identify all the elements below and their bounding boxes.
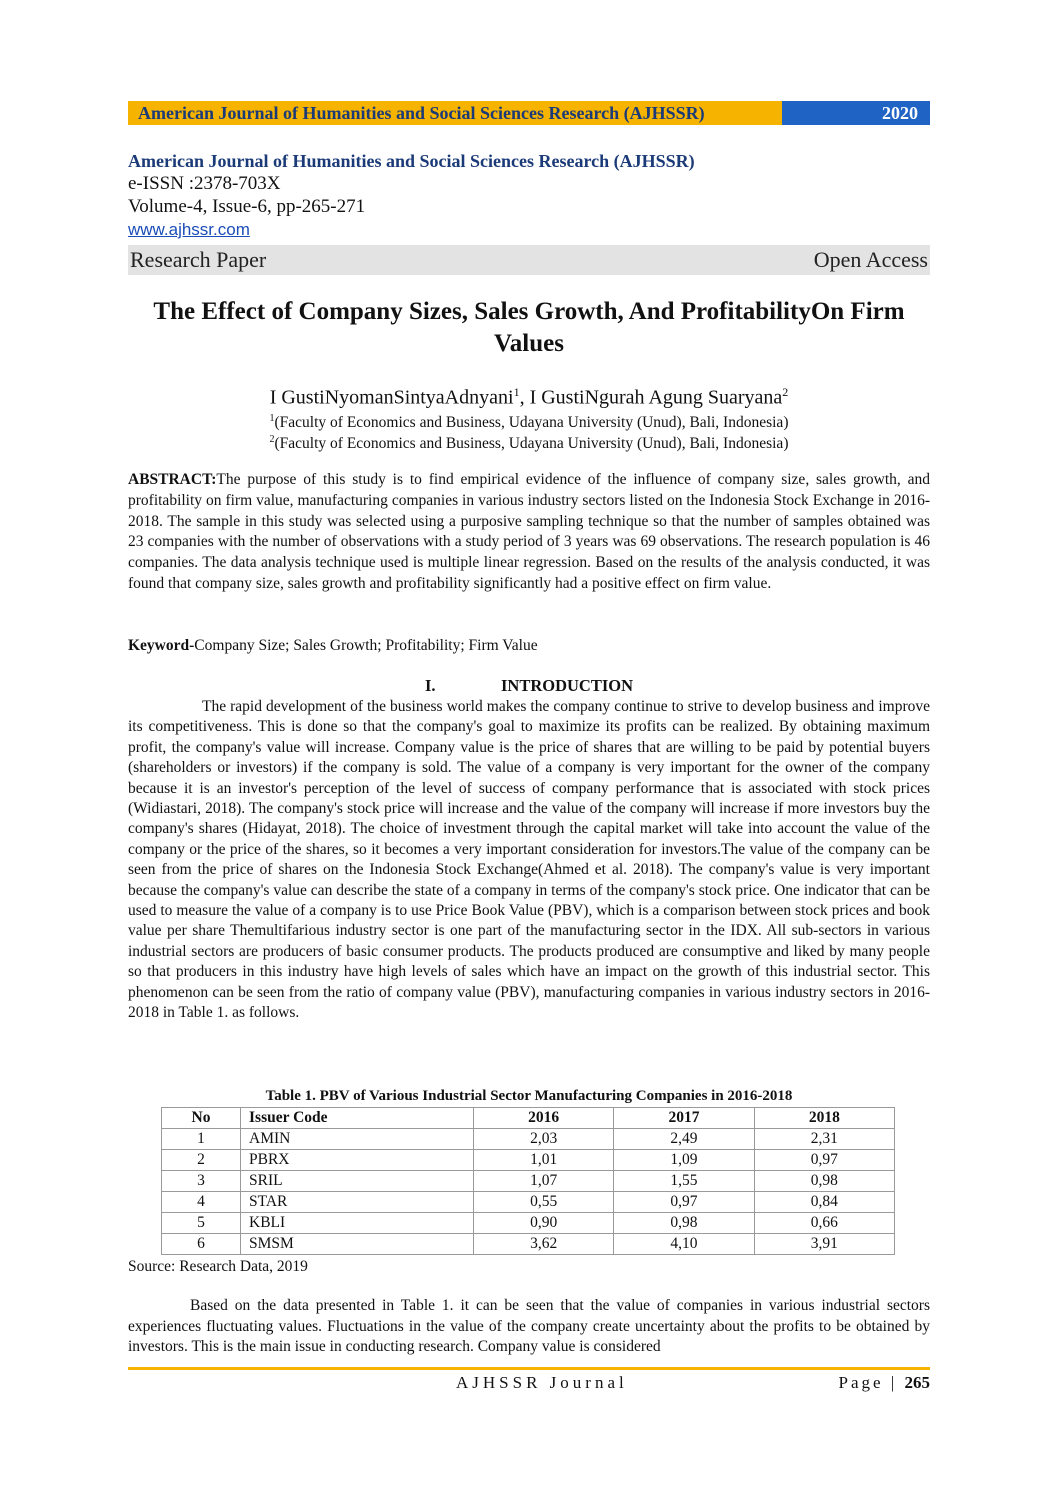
- issn: e-ISSN :2378-703X: [128, 173, 281, 194]
- table-cell: 6: [162, 1234, 241, 1255]
- table-cell: KBLI: [241, 1213, 474, 1234]
- intro-paragraph: The rapid development of the business world makes the company continue to strive to develop business and improve its competitiveness. This is done so that the company's goal to maximize its profits can be realized. By obtaining maximum profit, the company's value will increase. Company value is the price of shares that are willing to be paid by potential buyers (shareholders or investors) if the company is sold. The value of a company is very important for the owner of the company because it is an investor's perception of the level of success of company performance that is associated with stock prices (Widiastari, 2018). The company's stock price will increase and the value of the company will increase if more investors buy the company's shares (Hidayat, 2018). The choice of investment through the capital market will take into account the value of the company or the price of the shares, so it becomes a very important consideration for investors.The value of the company can be seen from the price of shares on the Indonesia Stock Exchange(Ahmed et al. 2018). The company's value is very important because the company's value can describe the state of a company in terms of the company's stock price. One indicator that can be used to measure the value of a company is to use Price Book Value (PBV), which is a comparison between stock prices and book value per share Themultifarious industry sector is one part of the manufacturing sector in the IDX. All sub-sectors in various industrial sectors are producers of basic consumer products. The products produced are consumptive and liked by many people so that producers in this industry have high levels of sales which have an impact on the growth of this industrial sector. This phenomenon can be seen from the ratio of company value (PBV), manufacturing companies in various industry sectors in 2016-2018 in Table 1. as follows.: [128, 698, 930, 1022]
- table-header: 2017: [614, 1108, 754, 1129]
- running-header-journal: American Journal of Humanities and Social Sciences Research (AJHSSR): [128, 101, 782, 125]
- keywords-text: Company Size; Sales Growth; Profitability; Firm Value: [194, 637, 538, 654]
- table-cell: 2: [162, 1150, 241, 1171]
- page-footer: [128, 1373, 930, 1397]
- table-header: 2016: [474, 1108, 614, 1129]
- table-row: [162, 1150, 895, 1171]
- paper-type-ribbon: [128, 245, 930, 275]
- table-cell: SMSM: [241, 1234, 474, 1255]
- table-cell: 3,62: [474, 1234, 614, 1255]
- table-cell: STAR: [241, 1192, 474, 1213]
- table-cell: 3: [162, 1171, 241, 1192]
- table-row: [162, 1192, 895, 1213]
- table-cell: 0,66: [754, 1213, 894, 1234]
- table-cell: 0,90: [474, 1213, 614, 1234]
- table-cell: 0,84: [754, 1192, 894, 1213]
- table-cell: 1,07: [474, 1171, 614, 1192]
- table-cell: 1,09: [614, 1150, 754, 1171]
- table-cell: 2,49: [614, 1129, 754, 1150]
- keywords: [128, 636, 930, 656]
- table-cell: 3,91: [754, 1234, 894, 1255]
- table-cell: 1: [162, 1129, 241, 1150]
- table-cell: 2,31: [754, 1129, 894, 1150]
- table-row: [162, 1213, 895, 1234]
- footer-journal: AJHSSR Journal: [456, 1373, 628, 1392]
- table-row: [162, 1129, 895, 1150]
- section-title: INTRODUCTION: [500, 676, 634, 695]
- running-header-year: 2020: [782, 101, 930, 125]
- table-cell: 4,10: [614, 1234, 754, 1255]
- table-cell: 5: [162, 1213, 241, 1234]
- abstract: [128, 470, 930, 595]
- table-cell: 1,55: [614, 1171, 754, 1192]
- table-cell: 2,03: [474, 1129, 614, 1150]
- access-type: Open Access: [813, 247, 928, 272]
- table-caption: Table 1. PBV of Various Industrial Sector Manufacturing Companies in 2016-2018: [265, 1088, 793, 1104]
- page-number: 265: [904, 1373, 930, 1392]
- affiliation-text: (Faculty of Economics and Business, Udayana University (Unud), Bali, Indonesia): [274, 414, 789, 432]
- journal-website-link[interactable]: www.ajhssr.com: [128, 220, 250, 239]
- table-cell: 0,97: [614, 1192, 754, 1213]
- section-heading: [128, 676, 930, 696]
- paper-title: The Effect of Company Sizes, Sales Growth, And ProfitabilityOn Firm Values: [153, 298, 905, 357]
- abstract-label: ABSTRACT:: [128, 471, 217, 488]
- table-cell: 1,01: [474, 1150, 614, 1171]
- affiliation-text: (Faculty of Economics and Business, Udayana University (Unud), Bali, Indonesia): [274, 435, 789, 453]
- body-continuation: [128, 1296, 930, 1358]
- author-list: [128, 379, 930, 411]
- table-cell: AMIN: [241, 1129, 474, 1150]
- section-number: I.: [424, 676, 436, 695]
- affiliation-mark: 2: [269, 434, 275, 445]
- table-cell: 0,98: [754, 1171, 894, 1192]
- footer-page-label: Page |: [838, 1373, 905, 1392]
- abstract-text: The purpose of this study is to find empirical evidence of the influence of company size, sales growth, and profitability on firm value, manufacturing companies in various industry sectors listed on the Indonesia Stock Exchange in 2016-2018. The sample in this study was selected using a purposive sampling technique so that the number of samples obtained was 23 companies with the number of observations with a study period of 3 years was 69 observations. The research population is 46 companies. The data analysis technique used is multiple linear regression. Based on the results of the analysis conducted, it was found that company size, sales growth and profitability significantly had a positive effect on firm value.: [128, 471, 930, 592]
- keywords-label: Keyword-: [128, 637, 195, 654]
- table-row: [162, 1234, 895, 1255]
- affiliation-2: [128, 430, 930, 454]
- publication-info: [128, 150, 930, 241]
- volume-issue: Volume-4, Issue-6, pp-265-271: [128, 196, 366, 217]
- author-1: I GustiNyomanSintyaAdnyani: [269, 386, 514, 409]
- table-cell: 0,97: [754, 1150, 894, 1171]
- table-cell: 4: [162, 1192, 241, 1213]
- footer-rule: [128, 1367, 930, 1370]
- paper-page: [128, 0, 930, 1497]
- author-2: I GustiNgurah Agung Suaryana: [529, 386, 783, 409]
- author-2-mark: 2: [782, 385, 789, 399]
- pbv-table: [161, 1107, 895, 1255]
- author-1-mark: 1: [513, 385, 520, 399]
- table-cell: SRIL: [241, 1171, 474, 1192]
- author-separator: ,: [519, 386, 530, 409]
- table-header: 2018: [754, 1108, 894, 1129]
- body-paragraph: Based on the data presented in Table 1. it can be seen that the value of companies in various industrial sectors experiences fluctuating values. Fluctuations in the value of the company create uncertainty about the profits to be obtained by investors. This is the main issue in conducting research. Company value is considered: [128, 1297, 930, 1356]
- table-header: Issuer Code: [241, 1108, 474, 1129]
- running-header: [128, 101, 930, 125]
- footer-page: [839, 1373, 930, 1393]
- table-row: [162, 1171, 895, 1192]
- table-header: No: [162, 1108, 241, 1129]
- table-cell: 0,98: [614, 1213, 754, 1234]
- table-cell: 0,55: [474, 1192, 614, 1213]
- affiliation-mark: 1: [269, 413, 275, 424]
- table-cell: PBRX: [241, 1150, 474, 1171]
- journal-name: American Journal of Humanities and Social Sciences Research (AJHSSR): [128, 151, 695, 171]
- paper-type: Research Paper: [130, 247, 267, 272]
- table-header-row: [162, 1108, 895, 1129]
- table-source: Source: Research Data, 2019: [128, 1258, 308, 1275]
- introduction-body: [128, 697, 930, 1024]
